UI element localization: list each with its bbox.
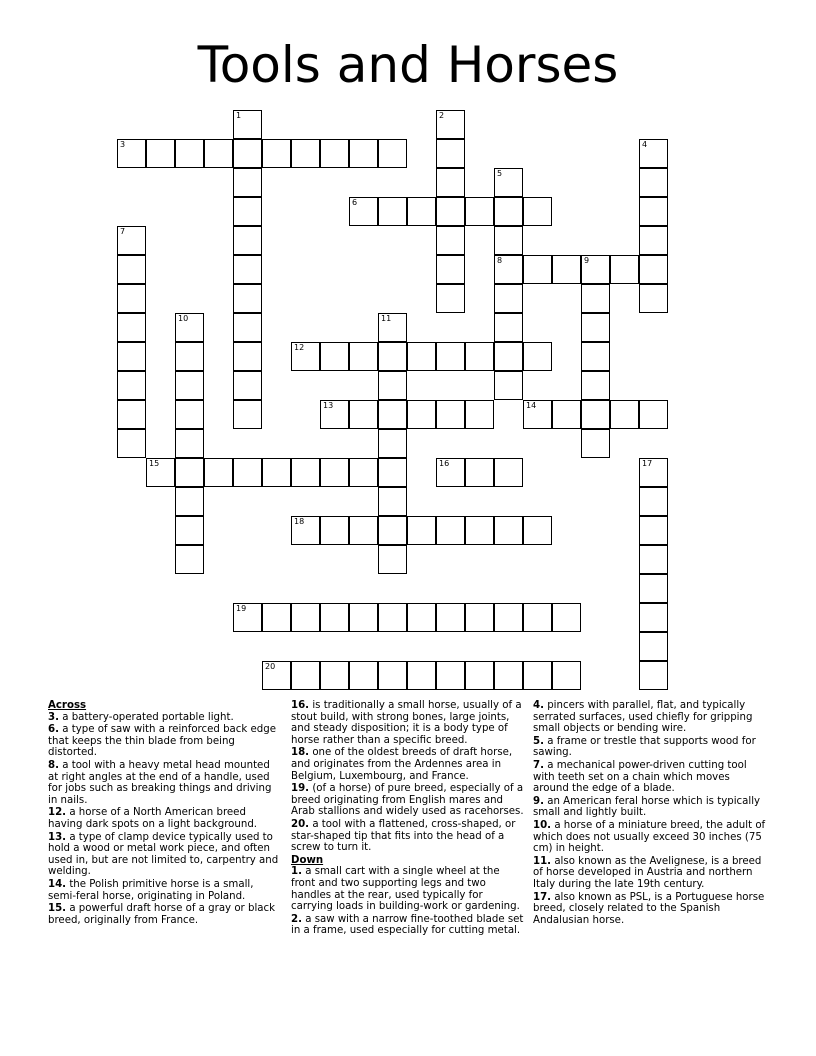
down-clue [533, 796, 767, 819]
grid-cell[interactable] [552, 661, 581, 690]
across-clue [48, 807, 282, 830]
clue-number: 16. [291, 700, 310, 711]
grid-cell[interactable] [378, 342, 407, 371]
grid-cell[interactable] [581, 255, 610, 284]
grid-cell[interactable] [262, 603, 291, 632]
grid-cell[interactable] [291, 458, 320, 487]
clue-number: 14. [48, 878, 67, 890]
grid-cell[interactable] [639, 545, 668, 574]
clue-number-label: 9 [584, 256, 590, 265]
grid-cell[interactable] [378, 516, 407, 545]
grid-cell[interactable] [378, 139, 407, 168]
grid-cell[interactable] [436, 400, 465, 429]
grid-cell[interactable] [639, 139, 668, 168]
clue-number: 10. [533, 819, 552, 831]
grid-cell[interactable] [117, 139, 146, 168]
grid-cell[interactable] [320, 661, 349, 690]
grid-cell[interactable] [349, 342, 378, 371]
grid-cell[interactable] [639, 603, 668, 632]
grid-cell[interactable] [146, 458, 175, 487]
grid-cell[interactable] [639, 400, 668, 429]
grid-cell[interactable] [175, 139, 204, 168]
grid-cell[interactable] [175, 545, 204, 574]
grid-cell[interactable] [233, 284, 262, 313]
grid-cell[interactable] [494, 226, 523, 255]
clue-text: an American feral horse which is typically small and lightly built. [533, 795, 761, 819]
grid-cell[interactable] [175, 516, 204, 545]
clue-text: a tool with a heavy metal head mounted at right angles at the end of a handle, used for jobs such as breaking things and driving in nails. [48, 759, 272, 806]
grid-cell[interactable] [349, 603, 378, 632]
grid-cell[interactable] [639, 255, 668, 284]
grid-cell[interactable] [436, 342, 465, 371]
grid-cell[interactable] [639, 487, 668, 516]
clue-number-label: 5 [497, 169, 503, 178]
clue-text: a type of saw with a reinforced back edge that keeps the thin blade from being distorted. [48, 724, 277, 759]
grid-cell[interactable] [233, 139, 262, 168]
grid-cell[interactable] [378, 197, 407, 226]
grid-cell[interactable] [494, 197, 523, 226]
grid-cell[interactable] [639, 284, 668, 313]
across-clue [291, 819, 525, 854]
grid-cell[interactable] [233, 255, 262, 284]
grid-cell[interactable] [378, 400, 407, 429]
clue-number: 1. [291, 866, 302, 878]
grid-cell[interactable] [291, 342, 320, 371]
grid-cell[interactable] [639, 458, 668, 487]
grid-cell[interactable] [581, 313, 610, 342]
clue-heading: Across [48, 700, 87, 711]
grid-cell[interactable] [175, 342, 204, 371]
clue-number-label: 11 [381, 314, 392, 323]
clue-number-label: 10 [178, 314, 189, 323]
grid-cell[interactable] [436, 255, 465, 284]
clue-number: 7. [533, 759, 544, 771]
down-clue [533, 700, 767, 735]
grid-cell[interactable] [204, 458, 233, 487]
clue-heading: Down [291, 854, 324, 866]
grid-cell[interactable] [117, 255, 146, 284]
grid-cell[interactable] [146, 139, 175, 168]
grid-cell[interactable] [233, 371, 262, 400]
clue-number-label: 2 [439, 111, 445, 120]
grid-cell[interactable] [465, 342, 494, 371]
grid-cell[interactable] [494, 516, 523, 545]
grid-cell[interactable] [581, 400, 610, 429]
grid-cell[interactable] [117, 371, 146, 400]
down-clue [533, 856, 767, 891]
clue-number-label: 20 [265, 662, 276, 671]
grid-cell[interactable] [552, 400, 581, 429]
grid-cell[interactable] [378, 545, 407, 574]
clue-number-label: 13 [323, 401, 334, 410]
grid-cell[interactable] [639, 226, 668, 255]
clue-text: a mechanical power-driven cutting tool with teeth set on a chain which moves around the edge of a blade. [533, 759, 747, 795]
grid-cell[interactable] [407, 603, 436, 632]
clue-text: a battery-operated portable light. [62, 711, 234, 723]
clue-text: a type of clamp device typically used to hold a wood or metal work piece, and often used in, but are not limited to, carpentry and welding. [48, 831, 279, 878]
grid-cell[interactable] [407, 516, 436, 545]
clue-text: also known as the Avelignese, is a breed of horse developed in Austria and northern Italy during the late 19th century. [533, 855, 762, 890]
clue-number-label: 3 [120, 140, 126, 149]
grid-cell[interactable] [320, 458, 349, 487]
grid-cell[interactable] [262, 458, 291, 487]
clue-number: 15. [48, 903, 67, 915]
grid-cell[interactable] [436, 661, 465, 690]
grid-cell[interactable] [465, 458, 494, 487]
grid-cell[interactable] [233, 400, 262, 429]
grid-cell[interactable] [233, 313, 262, 342]
across-clue [48, 832, 282, 878]
grid-cell[interactable] [349, 400, 378, 429]
clue-text: pincers with parallel, flat, and typically serrated surfaces, used chiefly for gripping small objects or bending wire. [533, 700, 753, 735]
clue-number: 19. [291, 783, 310, 795]
grid-cell[interactable] [349, 661, 378, 690]
grid-cell[interactable] [262, 661, 291, 690]
grid-cell[interactable] [581, 284, 610, 313]
clue-number: 2. [291, 913, 302, 925]
clue-text: one of the oldest breeds of draft horse, and originates from the Ardennes area in Belgium, Luxembourg, and France. [291, 747, 513, 782]
grid-cell[interactable] [523, 255, 552, 284]
grid-cell[interactable] [378, 487, 407, 516]
clue-number-label: 4 [642, 140, 648, 149]
grid-cell[interactable] [262, 139, 291, 168]
grid-cell[interactable] [639, 168, 668, 197]
grid-cell[interactable] [175, 429, 204, 458]
grid-cell[interactable] [581, 371, 610, 400]
puzzle-title: Tools and Horses [197, 36, 619, 94]
grid-cell[interactable] [407, 661, 436, 690]
grid-cell[interactable] [117, 226, 146, 255]
grid-cell[interactable] [610, 255, 639, 284]
grid-cell[interactable] [378, 429, 407, 458]
clue-text: a tool with a flattened, cross-shaped, or star-shaped tip that fits into the head of a screw to turn it. [291, 818, 516, 854]
down-clue [533, 736, 767, 759]
clues-column-3 [533, 700, 767, 927]
clue-number: 8. [48, 759, 59, 771]
grid-cell[interactable] [465, 400, 494, 429]
across-clue [48, 879, 282, 902]
clue-text: a saw with a narrow fine-toothed blade set in a frame, used especially for cutting metal. [291, 913, 524, 937]
clue-number: 17. [533, 891, 552, 903]
grid-cell[interactable] [407, 342, 436, 371]
clue-number-label: 14 [526, 401, 537, 410]
grid-cell[interactable] [175, 458, 204, 487]
grid-cell[interactable] [436, 603, 465, 632]
grid-cell[interactable] [610, 400, 639, 429]
grid-cell[interactable] [494, 371, 523, 400]
clue-number-label: 19 [236, 604, 247, 613]
grid-cell[interactable] [436, 168, 465, 197]
grid-cell[interactable] [117, 429, 146, 458]
clues-column-1 [48, 700, 282, 927]
grid-cell[interactable] [523, 400, 552, 429]
grid-cell[interactable] [291, 661, 320, 690]
grid-cell[interactable] [436, 197, 465, 226]
grid-cell[interactable] [117, 400, 146, 429]
grid-cell[interactable] [523, 342, 552, 371]
grid-cell[interactable] [349, 139, 378, 168]
clue-number: 5. [533, 735, 544, 747]
down-clue [533, 760, 767, 795]
grid-cell[interactable] [494, 342, 523, 371]
grid-cell[interactable] [320, 400, 349, 429]
grid-cell[interactable] [117, 342, 146, 371]
grid-cell[interactable] [117, 284, 146, 313]
grid-cell[interactable] [465, 516, 494, 545]
clue-number-label: 16 [439, 459, 450, 468]
clue-text: a horse of a miniature breed, the adult of which does not usually exceed 30 inches (75 cm) in height. [533, 819, 766, 855]
grid-cell[interactable] [494, 284, 523, 313]
grid-cell[interactable] [175, 313, 204, 342]
grid-cell[interactable] [233, 197, 262, 226]
clue-text: a powerful draft horse of a gray or black breed, originally from France. [48, 903, 276, 926]
across-clue [291, 783, 525, 818]
grid-cell[interactable] [175, 400, 204, 429]
grid-cell[interactable] [465, 197, 494, 226]
grid-cell[interactable] [639, 197, 668, 226]
grid-cell[interactable] [233, 168, 262, 197]
clue-number: 20. [291, 818, 310, 830]
clue-number-label: 7 [120, 227, 126, 236]
grid-cell[interactable] [552, 255, 581, 284]
grid-cell[interactable] [523, 516, 552, 545]
grid-cell[interactable] [291, 516, 320, 545]
grid-cell[interactable] [523, 197, 552, 226]
grid-cell[interactable] [291, 603, 320, 632]
grid-cell[interactable] [320, 342, 349, 371]
clue-text: the Polish primitive horse is a small, semi-feral horse, originating in Poland. [48, 878, 254, 902]
grid-cell[interactable] [291, 139, 320, 168]
grid-cell[interactable] [233, 603, 262, 632]
grid-cell[interactable] [378, 313, 407, 342]
clues-column-2 [291, 700, 525, 938]
grid-cell[interactable] [639, 661, 668, 690]
grid-cell[interactable] [581, 342, 610, 371]
grid-cell[interactable] [233, 226, 262, 255]
across-clue [48, 724, 282, 759]
grid-cell[interactable] [175, 371, 204, 400]
grid-cell[interactable] [233, 110, 262, 139]
clue-number-label: 12 [294, 343, 305, 352]
grid-cell[interactable] [494, 168, 523, 197]
down-clue [533, 820, 767, 855]
grid-cell[interactable] [320, 516, 349, 545]
grid-cell[interactable] [494, 313, 523, 342]
grid-cell[interactable] [117, 313, 146, 342]
clue-number: 11. [533, 855, 552, 867]
clue-number-label: 8 [497, 256, 503, 265]
grid-cell[interactable] [436, 226, 465, 255]
grid-cell[interactable] [233, 458, 262, 487]
down-clue [291, 866, 525, 912]
grid-cell[interactable] [581, 429, 610, 458]
clue-number-label: 18 [294, 517, 305, 526]
grid-cell[interactable] [378, 371, 407, 400]
grid-cell[interactable] [494, 458, 523, 487]
clue-number: 3. [48, 711, 59, 723]
grid-cell[interactable] [378, 458, 407, 487]
down-clue [291, 914, 525, 937]
clue-number: 9. [533, 795, 544, 807]
across-clue [291, 747, 525, 782]
clue-text: (of a horse) of pure breed, especially of a breed originating from English mares and Arab stallions and widely used as racehorses. [291, 783, 524, 818]
clue-number: 18. [291, 747, 310, 759]
clue-text: is traditionally a small horse, usually of a stout build, with strong bones, large joints, and steady disposition; it is a body type of horse rather than a specific breed. [291, 700, 522, 746]
clue-number-label: 1 [236, 111, 242, 120]
clue-text: a horse of a North American breed having dark spots on a light background. [48, 807, 258, 830]
grid-cell[interactable] [436, 284, 465, 313]
grid-cell[interactable] [494, 661, 523, 690]
grid-cell[interactable] [639, 516, 668, 545]
grid-cell[interactable] [523, 661, 552, 690]
down-clue [533, 892, 767, 927]
grid-cell[interactable] [436, 516, 465, 545]
clue-number-label: 6 [352, 198, 358, 207]
grid-cell[interactable] [436, 458, 465, 487]
grid-cell[interactable] [436, 139, 465, 168]
grid-cell[interactable] [407, 400, 436, 429]
grid-cell[interactable] [204, 139, 233, 168]
clue-number-label: 15 [149, 459, 160, 468]
grid-cell[interactable] [494, 255, 523, 284]
grid-cell[interactable] [320, 603, 349, 632]
grid-cell[interactable] [378, 661, 407, 690]
grid-cell[interactable] [523, 603, 552, 632]
clue-number: 4. [533, 700, 544, 711]
grid-cell[interactable] [175, 487, 204, 516]
grid-cell[interactable] [436, 110, 465, 139]
clue-text: a small cart with a single wheel at the front and two supporting legs and two handles at the rear, used typically for carrying loads in building-work or gardening. [291, 866, 520, 913]
grid-cell[interactable] [639, 632, 668, 661]
across-clue [291, 700, 525, 746]
grid-cell[interactable] [378, 603, 407, 632]
across-clue [48, 903, 282, 926]
grid-cell[interactable] [552, 603, 581, 632]
grid-cell[interactable] [465, 661, 494, 690]
grid-cell[interactable] [320, 139, 349, 168]
grid-cell[interactable] [407, 197, 436, 226]
clue-number: 12. [48, 807, 67, 819]
clue-text: also known as PSL, is a Portuguese horse breed, closely related to the Spanish Andalusian horse. [533, 891, 765, 926]
clue-number-label: 17 [642, 459, 653, 468]
grid-cell[interactable] [494, 603, 523, 632]
grid-cell[interactable] [349, 458, 378, 487]
grid-cell[interactable] [639, 574, 668, 603]
grid-cell[interactable] [349, 516, 378, 545]
clue-text: a frame or trestle that supports wood for sawing. [533, 735, 756, 759]
grid-cell[interactable] [465, 603, 494, 632]
across-clue [48, 712, 282, 724]
grid-cell[interactable] [349, 197, 378, 226]
grid-cell[interactable] [233, 342, 262, 371]
across-clue [48, 760, 282, 806]
clue-number: 13. [48, 831, 67, 843]
clue-number: 6. [48, 724, 59, 736]
